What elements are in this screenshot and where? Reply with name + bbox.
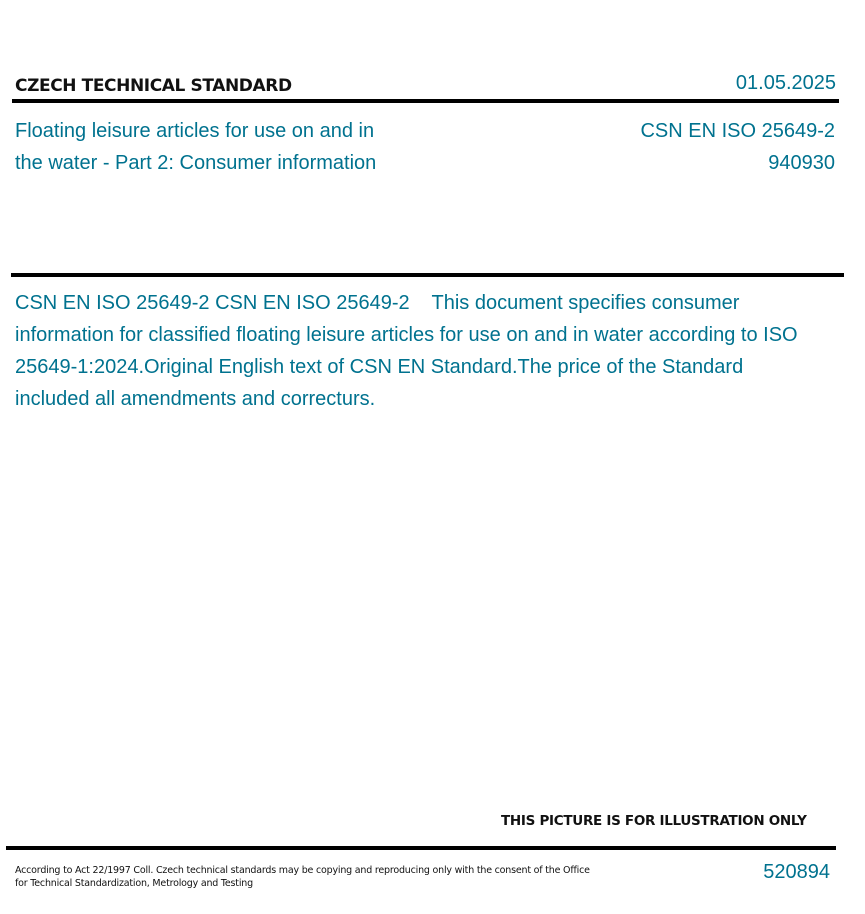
- footer-document-number: 520894: [763, 861, 830, 883]
- document-title: [15, 115, 435, 179]
- title-line-2: the water - Part 2: Consumer information: [15, 152, 377, 174]
- footer-divider: [6, 846, 836, 850]
- header-divider: [12, 99, 839, 103]
- title-line-1: Floating leisure articles for use on and in: [15, 120, 375, 142]
- standard-code: CSN EN ISO 25649-2: [640, 120, 835, 142]
- catalog-number: 940930: [768, 152, 835, 174]
- legal-line-1: According to Act 22/1997 Coll. Czech technical standards may be copying and reproducing only with the consent of the Office: [15, 865, 590, 876]
- standard-type-label: CZECH TECHNICAL STANDARD: [15, 76, 292, 96]
- document-identifiers: [640, 115, 835, 179]
- legal-line-2: for Technical Standardization, Metrology and Testing: [15, 878, 253, 889]
- title-divider: [11, 273, 844, 277]
- document-abstract: CSN EN ISO 25649-2 CSN EN ISO 25649-2 This document specifies consumer information for classified floating leisure articles for use on and in water according to ISO 25649-1:2024.Original English text of CSN EN Standard.The price of the Standard included all amendments and correcturs.: [15, 292, 804, 410]
- illustration-notice: THIS PICTURE IS FOR ILLUSTRATION ONLY: [501, 813, 807, 829]
- footer-legal-notice: [15, 864, 595, 890]
- publication-date: 01.05.2025: [735, 72, 836, 94]
